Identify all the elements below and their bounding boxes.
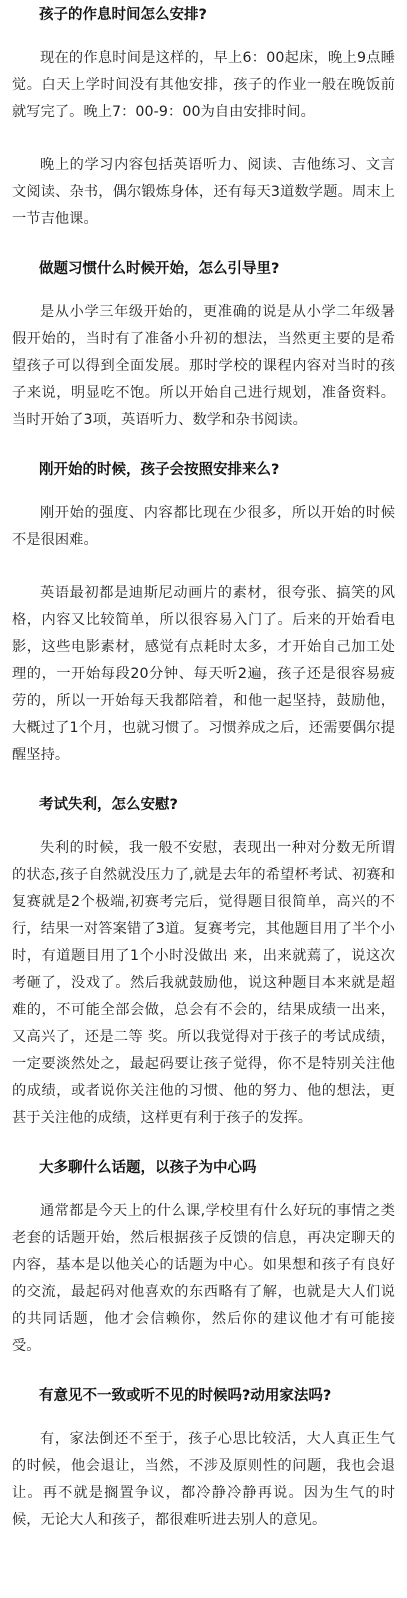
paragraph: 现在的作息时间是这样的，早上6：00起床，晚上9点睡觉。白天上学时间没有其他安排，孩子的作业一般在晚饭前就写完了。晚上7：00-9：00为自由安排时间。 [12, 50, 395, 120]
section-heading: 考试失利，怎么安慰? [39, 797, 178, 813]
section-at-beginning [12, 460, 395, 769]
section-habit-start [12, 259, 395, 434]
paragraph: 晚上的学习内容包括英语听力、阅读、吉他练习、文言文阅读、杂书，偶尔锻炼身体，还有每天3道数学题。周末上一节吉他课。 [12, 157, 395, 227]
paragraph: 是从小学三年级开始的，更准确的说是从小学二年级暑假开始的，当时有了准备小升初的想法，当然更主要的是希望孩子可以得到全面发展。那时学校的课程内容对当时的孩子来说，明显吃不饱。所以开始自己进行规划，准备资料。当时开始了3项，英语听力、数学和杂书阅读。 [12, 304, 395, 428]
section-schedule [12, 5, 395, 233]
section-heading: 刚开始的时候，孩子会按照安排来么? [39, 462, 280, 478]
section-disagreement [12, 1386, 395, 1534]
section-topics [12, 1158, 395, 1360]
paragraph: 通常都是今天上的什么课,学校里有什么好玩的事情之类老套的话题开始，然后根据孩子反馈的信息，再决定聊天的内容，基本是以他关心的话题为中心。如果想和孩子有良好的交流，最起码对他喜欢的东西略有了解，也就是大人们说的共同话题，他才会信赖你，然后你的建议他才有可能接受。 [12, 1203, 395, 1354]
section-exam-failure [12, 795, 395, 1132]
section-heading: 做题习惯什么时候开始，怎么引导里? [39, 261, 280, 277]
section-heading: 孩子的作息时间怎么安排? [39, 7, 207, 23]
paragraph: 失利的时候，我一般不安慰，表现出一种对分数无所谓的状态,孩子自然就没压力了,就是去年的希望杯考试、初赛和复赛就是2个极端,初赛考完后，觉得题目很简单，高兴的不行，结果一对答案错了3道。复赛考完，其他题目用了半个小时，有道题目用了1个小时没做出 来，出来就蔫了，说这次考砸了，没戏了。然后我就鼓励他，说这种题目本来就是超难的，不可能全部会做，总会有不会的，结果成绩一出来，又高兴了，还是二等 奖。所以我觉得对于孩子的考试成绩，一定要淡然处之，最起码要让孩子觉得，你不是特别关注他的成绩，或者说你关注他的习惯、他的努力、他的想法，更甚于关注他的成绩，这样更有利于孩子的发挥。 [12, 840, 395, 1126]
paragraph: 英语最初都是迪斯尼动画片的素材，很夸张、搞笑的风格，内容又比较简单，所以很容易入门了。后来的开始看电影，这些电影素材，感觉有点耗时太多，才开始自己加工处理的，一开始每段20分钟、每天听2遍，孩子还是很容易疲劳的，所以一开始每天我都陪着，和他一起坚持，鼓励他，大概过了1个月，也就习惯了。习惯养成之后，还需要偶尔提醒坚持。 [12, 585, 395, 763]
section-heading: 有意见不一致或听不见的时候吗?动用家法吗? [39, 1388, 332, 1404]
section-heading: 大多聊什么话题，以孩子为中心吗 [39, 1160, 257, 1176]
paragraph: 有，家法倒还不至于，孩子心思比较活，大人真正生气的时候，他会退让，当然，不涉及原则性的问题，我也会退让。再不就是搁置争议，都冷静冷静再说。因为生气的时候，无论大人和孩子，都很难听进去别人的意见。 [12, 1431, 395, 1528]
paragraph: 刚开始的强度、内容都比现在少很多，所以开始的时候不是很困难。 [12, 505, 395, 548]
